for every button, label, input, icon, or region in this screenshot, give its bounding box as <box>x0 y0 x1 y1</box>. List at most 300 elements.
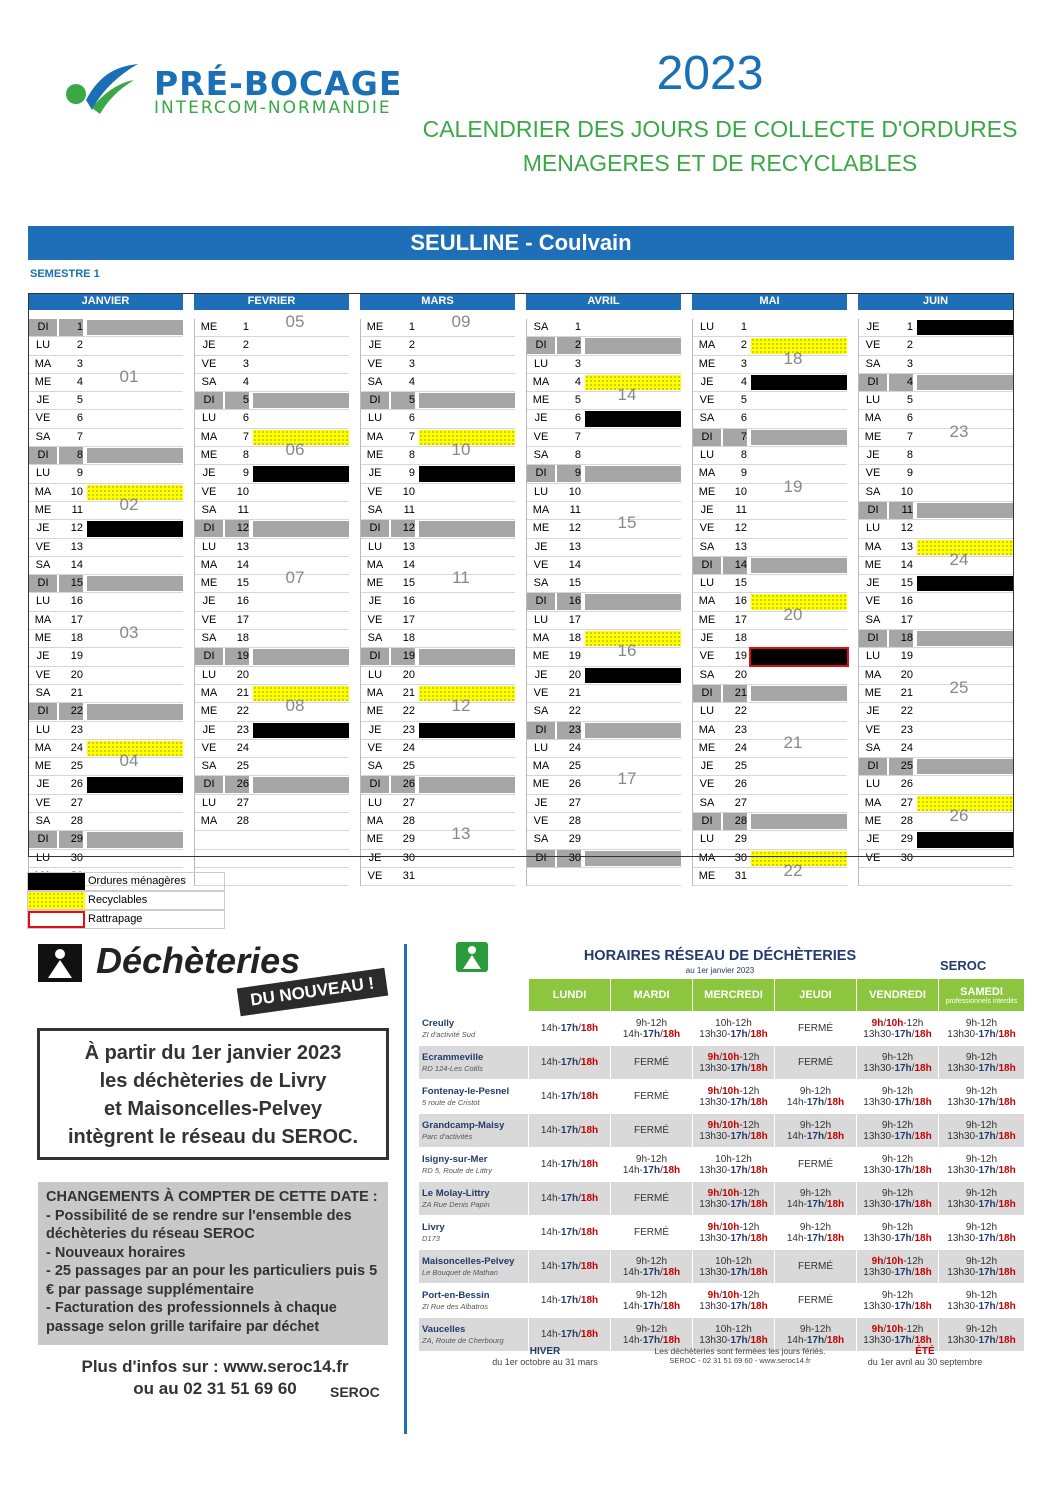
day-row <box>361 440 515 465</box>
hours-line: 9h/10h-12h <box>707 1085 760 1097</box>
day-code: JE <box>534 796 548 809</box>
week-number: 16 <box>617 641 637 661</box>
day-code: ME <box>698 357 716 370</box>
collection-cell <box>917 448 1013 463</box>
hours-line: 9h-12h <box>965 1153 998 1165</box>
site-name: Livry <box>422 1221 445 1233</box>
day-number: 7 <box>723 429 747 446</box>
hours-cell <box>857 1182 939 1216</box>
collection-cell <box>419 521 515 536</box>
hours-cell <box>529 1216 611 1250</box>
day-code: LU <box>865 650 881 663</box>
site-address: RD 5, Route de Littry <box>422 1165 493 1175</box>
day-number: 23 <box>900 723 913 736</box>
day-code: VE <box>201 357 217 370</box>
week-number: 23 <box>949 421 969 441</box>
logo-swoosh-icon <box>62 60 146 120</box>
month-days <box>194 312 349 886</box>
day-row <box>527 795 681 813</box>
day-code: SA <box>533 577 549 590</box>
day-number: 15 <box>402 577 415 590</box>
hours-line: 9h-12h <box>799 1119 832 1131</box>
month-header: MARS <box>360 293 515 310</box>
day-number: 12 <box>900 522 913 535</box>
day-row <box>693 667 847 685</box>
hours-line: 13h30-17h/18h <box>947 1266 1016 1278</box>
day-row <box>693 447 847 465</box>
day-row <box>361 758 515 776</box>
day-code: SA <box>865 741 881 754</box>
day-number: 27 <box>734 796 747 809</box>
collection-cell <box>917 777 1013 792</box>
day-code: DI <box>29 447 57 464</box>
hours-cell <box>857 1148 939 1182</box>
site-cell <box>419 1216 529 1250</box>
day-code: ME <box>366 577 384 590</box>
day-number: 6 <box>906 412 913 425</box>
day-code: VE <box>533 815 549 828</box>
collection-cell <box>253 375 349 390</box>
hours-line: 14h-17h/18h <box>540 1023 599 1034</box>
day-number: 9 <box>242 467 249 480</box>
collection-cell <box>87 594 183 609</box>
commune-banner: SEULLINE - Coulvain <box>28 226 1014 260</box>
legend <box>27 872 225 929</box>
day-row <box>195 520 349 538</box>
collection-cell <box>751 448 847 463</box>
hours-cell <box>611 1284 693 1318</box>
day-header: MARDI <box>611 979 693 1012</box>
day-code: ME <box>864 558 882 571</box>
day-number: 3 <box>76 357 83 370</box>
hours-cell <box>857 1250 939 1284</box>
collection-cell <box>253 796 349 811</box>
day-row <box>693 374 847 392</box>
day-number: 22 <box>900 705 913 718</box>
collection-cell <box>751 668 847 683</box>
day-row <box>361 740 515 758</box>
hours-grid <box>418 978 1025 1352</box>
day-code: MA <box>532 632 550 645</box>
collection-cell <box>419 540 515 555</box>
site-row <box>419 1182 1025 1216</box>
announcement-line-3: et Maisoncelles-Pelvey <box>104 1098 322 1120</box>
hours-title: HORAIRES RÉSEAU DE DÉCHÈTERIES <box>583 948 857 964</box>
day-row <box>361 337 515 355</box>
day-code: VE <box>533 430 549 443</box>
ordures-cell <box>585 668 681 683</box>
day-number: 12 <box>391 520 415 537</box>
hours-line: 14h-17h/18h <box>540 1227 599 1238</box>
day-header: MERCREDI <box>693 979 775 1012</box>
day-code: LU <box>699 577 715 590</box>
hours-line: 13h30-17h/18h <box>947 1062 1016 1074</box>
hours-line: 9h-12h <box>965 1051 998 1063</box>
day-code: DI <box>195 648 223 665</box>
hours-line: 9h-12h <box>881 1153 914 1165</box>
day-code: SA <box>35 558 51 571</box>
day-row <box>361 868 515 886</box>
day-number: 28 <box>900 815 913 828</box>
corner-cell <box>419 979 529 1012</box>
day-row <box>693 476 847 502</box>
day-row <box>361 696 515 721</box>
day-code: ME <box>200 577 218 590</box>
day-number: 3 <box>740 357 747 370</box>
day-row <box>195 648 349 666</box>
hours-cell <box>529 1284 611 1318</box>
hours-line: 14h-17h/18h <box>540 1159 599 1170</box>
day-row <box>859 484 1013 502</box>
day-code: JE <box>368 339 382 352</box>
day-code: ME <box>366 705 384 718</box>
day-code: JE <box>866 321 880 333</box>
day-number: 5 <box>225 392 249 409</box>
day-number: 29 <box>402 833 415 846</box>
collection-cell <box>87 430 183 445</box>
site-name: Ecrammeville <box>422 1051 484 1063</box>
day-code: SA <box>699 796 715 809</box>
day-number: 2 <box>906 339 913 352</box>
divider <box>404 944 407 1434</box>
day-number: 15 <box>900 577 913 590</box>
collection-cell <box>751 686 847 701</box>
day-code: VE <box>367 869 383 882</box>
hours-cell <box>529 1114 611 1148</box>
day-number: 8 <box>242 449 249 462</box>
site-address: ZI d'activité Sud <box>422 1029 476 1039</box>
day-row <box>693 685 847 703</box>
day-code: ME <box>864 686 882 699</box>
hours-line: 9h-12h <box>965 1017 998 1029</box>
day-row <box>859 806 1013 831</box>
day-row <box>195 776 349 794</box>
day-number: 20 <box>900 668 913 681</box>
day-code: ME <box>532 650 550 663</box>
collection-cell <box>917 485 1013 500</box>
site-row <box>419 1012 1025 1046</box>
day-code: JE <box>368 723 382 736</box>
hours-line: 13h30-17h/18h <box>699 1062 768 1074</box>
day-code: SA <box>533 705 549 718</box>
day-number: 25 <box>734 760 747 773</box>
change-item: - Possibilité de se rendre sur l'ensemble des déchèteries du réseau SEROC <box>46 1207 352 1242</box>
day-code: MA <box>532 760 550 773</box>
day-row <box>29 539 183 557</box>
hours-line: 9h/10h-12h <box>707 1051 760 1063</box>
day-number: 9 <box>557 465 581 482</box>
day-code: DI <box>859 502 887 519</box>
hours-cell <box>857 1046 939 1080</box>
info-phone: ou au 02 31 51 69 60 <box>133 1379 297 1398</box>
day-row <box>361 612 515 630</box>
month-days <box>360 312 515 886</box>
day-code: DI <box>29 319 57 336</box>
month-mars <box>360 293 515 886</box>
day-row <box>29 319 183 337</box>
day-number: 21 <box>568 686 581 699</box>
day-number: 15 <box>568 577 581 590</box>
collection-cell <box>917 503 1013 518</box>
day-code: JE <box>202 467 216 480</box>
day-code: MA <box>864 668 882 681</box>
day-code: MA <box>864 412 882 425</box>
day-number: 23 <box>70 723 83 736</box>
day-row <box>361 824 515 849</box>
collection-cell <box>419 668 515 683</box>
day-code: VE <box>367 357 383 370</box>
day-row <box>693 392 847 410</box>
month-header: FEVRIER <box>194 293 349 310</box>
day-code: JE <box>534 412 548 425</box>
day-code: DI <box>527 850 555 867</box>
collection-cell <box>253 485 349 500</box>
winter-season <box>470 1346 620 1367</box>
collection-cell <box>87 338 183 353</box>
hours-cell <box>693 1046 775 1080</box>
day-number: 26 <box>900 778 913 791</box>
hours-line: 13h30-17h/18h <box>863 1062 932 1074</box>
summer-label: ÉTÉ <box>915 1346 935 1357</box>
day-row <box>859 740 1013 758</box>
day-number: 10 <box>236 485 249 498</box>
day-number: 25 <box>568 760 581 773</box>
day-code: DI <box>859 374 887 391</box>
collection-cell <box>585 832 681 847</box>
day-code: VE <box>35 412 51 425</box>
closure-note <box>620 1346 860 1365</box>
day-number: 18 <box>568 632 581 645</box>
hours-line: 14h-17h/18h <box>786 1334 845 1346</box>
day-number: 31 <box>734 869 747 882</box>
week-number: 04 <box>119 751 139 771</box>
day-code: ME <box>366 833 384 846</box>
site-address: Parc d'activités <box>422 1131 473 1141</box>
site-row <box>419 1250 1025 1284</box>
collection-cell <box>585 814 681 829</box>
day-number: 24 <box>236 741 249 754</box>
hours-line: 13h30-17h/18h <box>947 1096 1016 1108</box>
day-number: 13 <box>568 540 581 553</box>
hours-line: 13h30-17h/18h <box>863 1198 932 1210</box>
day-number: 1 <box>242 321 249 333</box>
hours-cell <box>529 1046 611 1080</box>
hours-line: 13h30-17h/18h <box>863 1164 932 1176</box>
day-number: 11 <box>403 503 415 516</box>
collection-cell <box>87 411 183 426</box>
week-number: 08 <box>285 696 305 716</box>
day-code: DI <box>693 685 721 702</box>
hours-line: 9h-12h <box>965 1085 998 1097</box>
day-row <box>693 429 847 447</box>
announcement-line-4: intègrent le réseau du SEROC. <box>67 1126 359 1148</box>
week-number: 26 <box>949 806 969 826</box>
day-code: LU <box>35 851 51 864</box>
logo-subtitle: INTERCOM-NORMANDIE <box>154 98 392 118</box>
day-number: 29 <box>568 833 581 846</box>
day-row <box>361 795 515 813</box>
collection-cell <box>419 796 515 811</box>
day-number: 5 <box>740 394 747 407</box>
day-row <box>859 392 1013 410</box>
week-number: 21 <box>783 732 803 752</box>
hours-cell <box>857 1080 939 1114</box>
hours-subtitle: au 1er janvier 2023 <box>685 966 755 975</box>
day-number: 28 <box>70 815 83 828</box>
day-row <box>195 465 349 483</box>
day-number: 23 <box>557 722 581 739</box>
hours-line: 13h30-17h/18h <box>699 1028 768 1040</box>
day-code: JE <box>700 375 714 388</box>
day-number: 29 <box>900 833 913 846</box>
day-row <box>859 575 1013 593</box>
week-number: 01 <box>119 366 139 386</box>
day-number: 27 <box>568 796 581 809</box>
day-number: 20 <box>402 668 415 681</box>
title-line-1: CALENDRIER DES JOURS DE COLLECTE D'ORDURES <box>422 116 1018 142</box>
day-number: 16 <box>900 595 913 608</box>
hours-cell <box>611 1012 693 1046</box>
collection-cell <box>585 357 681 372</box>
day-number: 31 <box>402 869 415 882</box>
collection-cell <box>585 613 681 628</box>
day-code: ME <box>698 741 716 754</box>
day-row <box>361 630 515 648</box>
legend-recyclables <box>27 891 225 910</box>
day-row <box>693 732 847 758</box>
hours-cell <box>939 1012 1025 1046</box>
hours-line: 10h-12h <box>715 1255 752 1267</box>
day-row <box>361 465 515 483</box>
day-row <box>527 337 681 355</box>
day-row <box>29 850 183 868</box>
day-number: 12 <box>225 520 249 537</box>
day-number: 21 <box>402 686 415 699</box>
day-number: 22 <box>568 705 581 718</box>
day-code: LU <box>35 595 51 608</box>
day-row <box>29 685 183 703</box>
hours-line: 13h30-17h/18h <box>699 1164 768 1176</box>
site-row <box>419 1216 1025 1250</box>
site-cell <box>419 1012 529 1046</box>
day-code: JE <box>534 668 548 681</box>
day-code: SA <box>35 686 51 699</box>
collection-cell <box>419 411 515 426</box>
site-address: ZA, Route de Cherbourg <box>422 1335 504 1345</box>
day-number: 4 <box>76 375 83 388</box>
hours-line: 14h-17h/18h <box>540 1091 599 1102</box>
day-number: 1 <box>906 321 913 333</box>
hours-cell <box>775 1080 857 1114</box>
day-code: SA <box>533 449 549 462</box>
hours-cell <box>611 1250 693 1284</box>
week-number: 19 <box>783 476 803 496</box>
month-header: JUIN <box>858 293 1013 310</box>
day-code: MA <box>532 375 550 388</box>
hours-cell: FERMÉ <box>775 1284 857 1318</box>
day-row <box>195 539 349 557</box>
day-number: 6 <box>740 412 747 425</box>
collection-cell <box>253 338 349 353</box>
day-number: 8 <box>574 449 581 462</box>
day-number: 16 <box>557 593 581 610</box>
hours-line: 13h30-17h/18h <box>699 1232 768 1244</box>
hours-table <box>418 978 1024 1352</box>
day-number: 1 <box>408 321 415 333</box>
day-code: MA <box>698 339 716 352</box>
hours-line: 9h-12h <box>799 1221 832 1233</box>
day-row <box>29 623 183 648</box>
saturday-note: professionnels interdits <box>945 997 1018 1005</box>
collection-cell <box>585 320 681 335</box>
day-row <box>527 356 681 374</box>
week-number: 15 <box>617 513 637 533</box>
closed-holidays-note: Les déchèteries sont fermées les jours fériés. <box>654 1346 826 1356</box>
hours-line: 9h-12h <box>799 1323 832 1335</box>
day-number: 19 <box>734 650 747 663</box>
hours-line: 13h30-17h/18h <box>863 1028 932 1040</box>
hours-cell <box>529 1012 611 1046</box>
day-row <box>361 410 515 428</box>
day-row <box>195 568 349 593</box>
hours-line: 13h30-17h/18h <box>863 1266 932 1278</box>
collection-cell <box>585 576 681 591</box>
collection-cell <box>87 649 183 664</box>
pre-bocage-logo <box>62 60 432 124</box>
hours-line: 13h30-17h/18h <box>863 1096 932 1108</box>
day-code: DI <box>693 557 721 574</box>
hours-cell <box>529 1080 611 1114</box>
hours-line: 13h30-17h/18h <box>947 1334 1016 1346</box>
hours-cell: FERMÉ <box>611 1080 693 1114</box>
day-code: DI <box>527 593 555 610</box>
collection-cell <box>751 704 847 719</box>
day-row <box>361 356 515 374</box>
day-code: DI <box>195 392 223 409</box>
day-row <box>361 593 515 611</box>
day-number: 26 <box>734 778 747 791</box>
collection-cell <box>419 503 515 518</box>
day-number: 28 <box>236 815 249 828</box>
collection-cell <box>253 814 349 829</box>
day-number: 14 <box>70 558 83 571</box>
ordures-cell <box>253 466 349 481</box>
hours-line: 13h30-17h/18h <box>699 1096 768 1108</box>
day-row <box>527 740 681 758</box>
day-number: 21 <box>70 686 83 699</box>
day-code: SA <box>699 412 715 425</box>
hours-cell <box>939 1250 1025 1284</box>
day-row <box>859 630 1013 648</box>
day-code: DI <box>29 831 57 848</box>
day-code: SA <box>699 540 715 553</box>
day-number: 27 <box>402 796 415 809</box>
site-name: Vaucelles <box>422 1323 466 1335</box>
day-code: VE <box>201 613 217 626</box>
day-number: 25 <box>889 758 913 775</box>
day-row <box>859 337 1013 355</box>
day-code: DI <box>361 520 389 537</box>
day-row <box>859 758 1013 776</box>
day-row <box>195 593 349 611</box>
day-number: 9 <box>76 467 83 480</box>
hours-cell: FERMÉ <box>611 1114 693 1148</box>
legend-rattrapage-label: Rattrapage <box>88 913 143 925</box>
collection-cell <box>253 741 349 756</box>
day-code: VE <box>865 339 881 352</box>
day-row <box>29 557 183 575</box>
hours-line: 9h-12h <box>965 1289 998 1301</box>
